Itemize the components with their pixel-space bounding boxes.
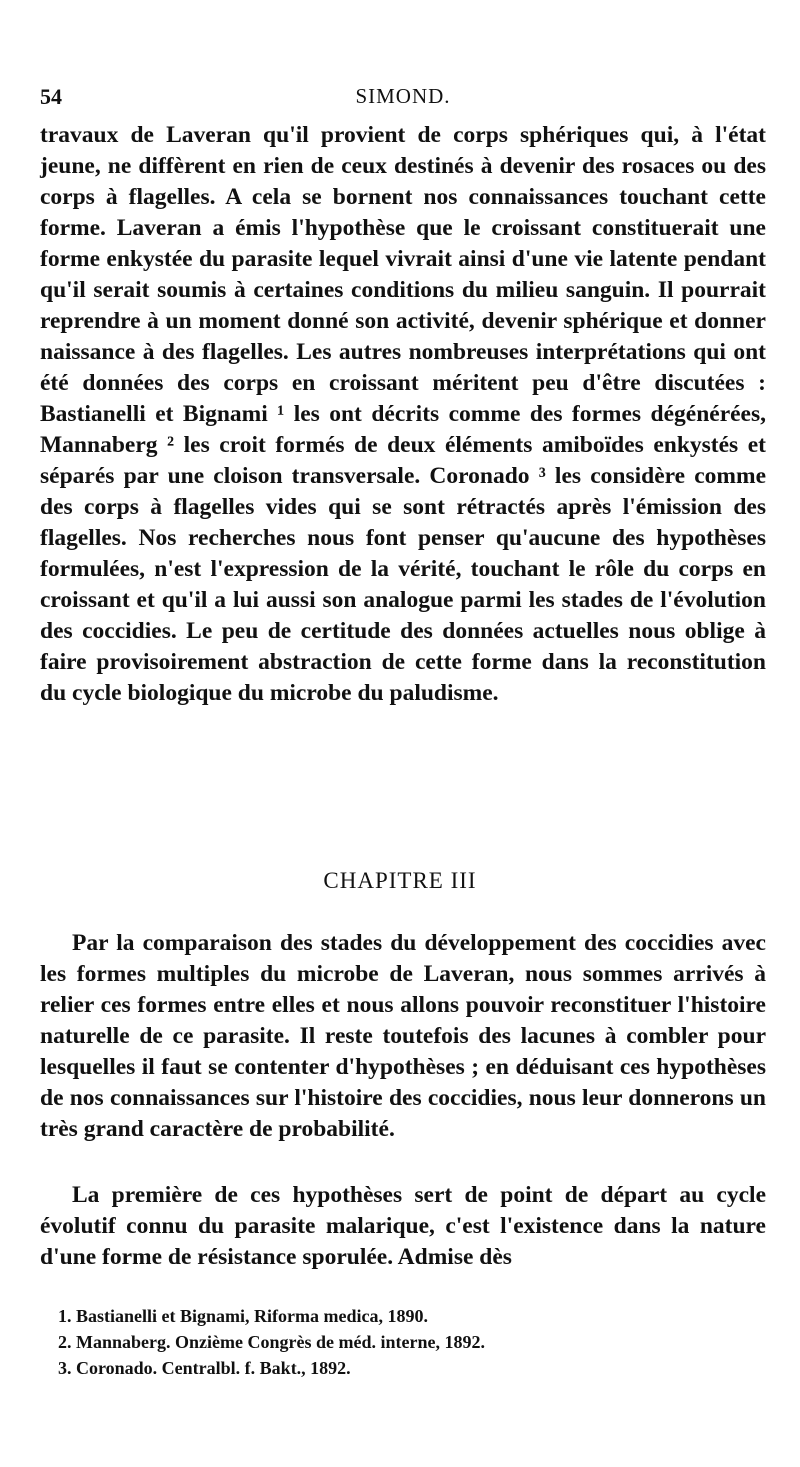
paragraph-hypothesis — [40, 1180, 766, 1273]
paragraph-text: travaux de Laveran qu'il provient de corps sphériques qui, à l'état jeune, ne diffèrent en rien de ceux destinés à devenir des rosaces ou des corps à flagelles. A cela se bornent nos connaissances touchant cette forme. Laveran a émis l'hypothèse que le croissant constituerait une forme enkystée du parasite lequel vivrait ainsi d'une vie latente pendant qu'il serait soumis à certaines conditions du milieu sanguin. Il pourrait reprendre à un moment donné son activité, devenir sphérique et donner naissance à des flagelles. Les autres nombreuses interprétations qui ont été données des corps en croissant méritent peu d'être discutées : Bastianelli et Bignami ¹ les ont décrits comme des formes dégénérées, Mannaberg ² les croit formés de deux éléments amiboïdes enkystés et séparés par une cloison transversale. Coronado ³ les considère comme des corps à flagelles vides qui se sont rétractés après l'émission des flagelles. Nos recherches nous font penser qu'aucune des hypothèses formulées, n'est l'expression de la vérité, touchant le rôle du corps en croissant et qu'il a lui aussi son analogue parmi les stades de l'évolution des coccidies. Le peu de certitude des données actuelles nous oblige à faire provisoirement abstraction de cette forme dans la reconstitution du cycle biologique du microbe du paludisme. — [40, 122, 766, 706]
page-header — [40, 84, 766, 114]
footnotes — [58, 1303, 738, 1381]
paragraph-text: La première de ces hypothèses sert de point de départ au cycle évolutif connu du parasite malarique, c'est l'existence dans la nature d'une forme de résistance sporulée. Admise dès — [40, 1182, 766, 1270]
chapter-title: CHAPITRE III — [323, 868, 477, 893]
footnote: 3. Coronado. Centralbl. f. Bakt., 1892. — [58, 1358, 351, 1378]
footnote: 1. Bastianelli et Bignami, Riforma medica, 1890. — [58, 1306, 428, 1326]
page-number: 54 — [40, 84, 62, 109]
paragraph-chapter-opening — [40, 928, 766, 1145]
paragraph-continued — [40, 120, 766, 709]
running-head: SIMOND. — [355, 84, 451, 108]
paragraph-text: Par la comparaison des stades du développement des coccidies avec les formes multiples du microbe de Laveran, nous sommes arrivés à relier ces formes entre elles et nous allons pouvoir reconstituer l'histoire naturelle de ce parasite. Il reste toutefois des lacunes à combler pour lesquelles il faut se contenter d'hypothèses ; en déduisant ces hypothèses de nos connaissances sur l'histoire des coccidies, nous leur donnerons un très grand caractère de probabilité. — [40, 930, 766, 1142]
footnote: 2. Mannaberg. Onzième Congrès de méd. interne, 1892. — [58, 1332, 485, 1352]
